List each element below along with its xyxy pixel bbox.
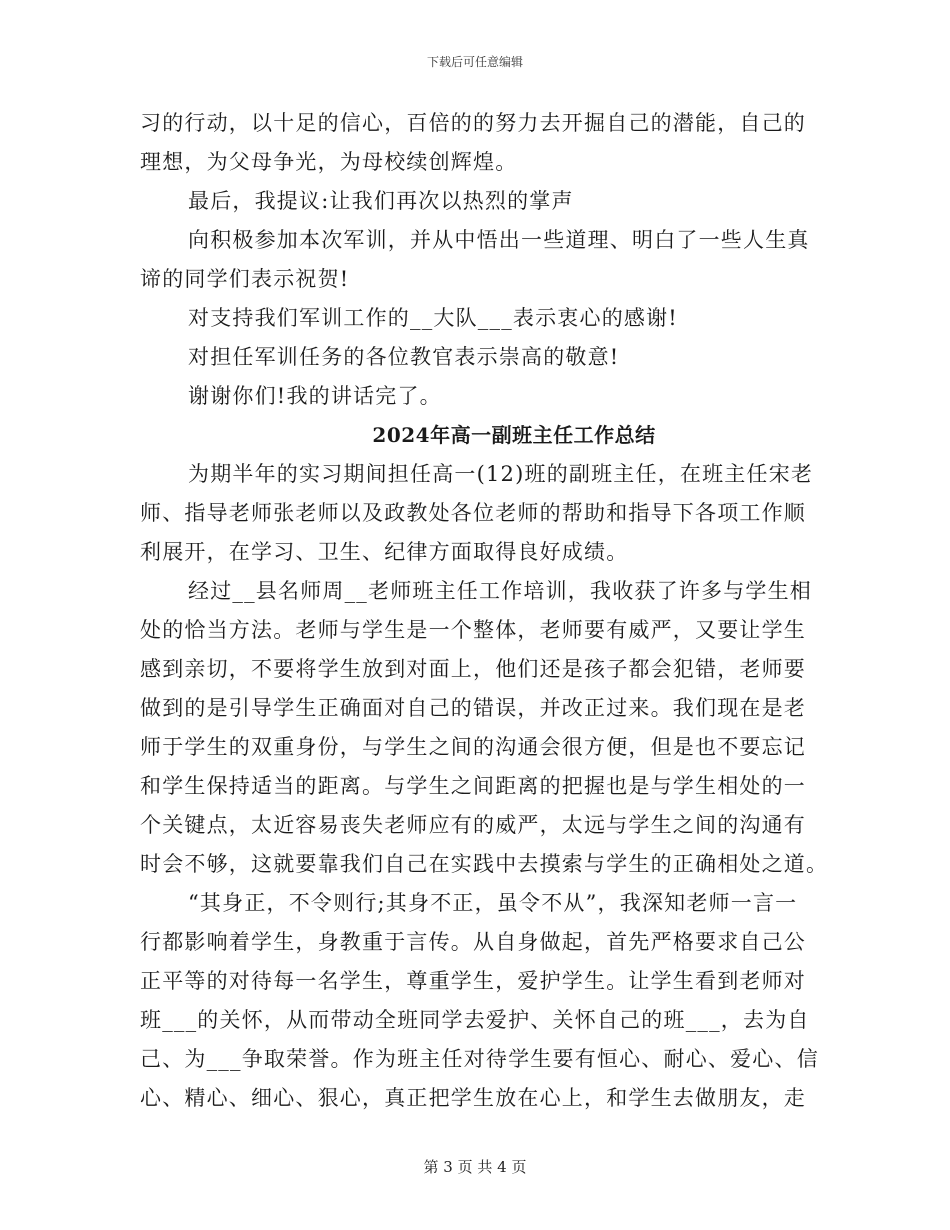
section-title: 2024年高一副班主任工作总结 [372, 423, 656, 447]
paragraph-line: 感到亲切，不要将学生放到对面上，他们还是孩子都会犯错，老师要 [140, 657, 806, 681]
paragraph-line: 为期半年的实习期间担任高一(12)班的副班主任，在班主任宋老 [188, 462, 814, 486]
paragraph-line: 谛的同学们表示祝贺! [140, 267, 350, 291]
paragraph-line: 行都影响着学生，身教重于言传。从自身做起，首先严格要求自己公 [140, 930, 806, 954]
page-footer: 第 3 页 共 4 页 [423, 1158, 527, 1176]
paragraph-line: 和学生保持适当的距离。与学生之间距离的把握也是与学生相处的一 [140, 774, 806, 798]
paragraph-line: 习的行动，以十足的信心，百倍的的努力去开掘自己的潜能，自己的 [140, 111, 806, 135]
paragraph-line: 己、为___争取荣誉。作为班主任对待学生要有恒心、耐心、爱心、信 [140, 1047, 819, 1071]
page-header-note: 下载后可任意编辑 [426, 55, 523, 69]
document-body [140, 104, 829, 1118]
paragraph-line: 经过__县名师周__老师班主任工作培训，我收获了许多与学生相 [188, 579, 812, 603]
paragraph-line: 向积极参加本次军训，并从中悟出一些道理、明白了一些人生真 [188, 228, 810, 252]
paragraph-line: 处的恰当方法。老师与学生是一个整体，老师要有威严，又要让学生 [140, 618, 806, 642]
paragraph-line: 对支持我们军训工作的__大队___表示衷心的感谢! [188, 306, 678, 330]
paragraph-line: 师于学生的双重身份，与学生之间的沟通会很方便，但是也不要忘记 [140, 735, 806, 759]
paragraph-line: 对担任军训任务的各位教官表示崇高的敬意! [188, 345, 620, 369]
paragraph-line: 心、精心、细心、狠心，真正把学生放在心上，和学生去做朋友，走 [140, 1086, 806, 1110]
paragraph-line: 班___的关怀，从而带动全班同学去爱护、关怀自己的班___，去为自 [140, 1008, 810, 1032]
paragraph-line: 时会不够，这就要靠我们自己在实践中去摸索与学生的正确相处之道。 [140, 852, 829, 876]
paragraph-line: 个关键点，太近容易丧失老师应有的威严，太远与学生之间的沟通有 [140, 813, 806, 837]
paragraph-line: 师、指导老师张老师以及政教处各位老师的帮助和指导下各项工作顺 [140, 501, 806, 525]
paragraph-line: 理想，为父母争光，为母校续创辉煌。 [140, 150, 518, 174]
paragraph-line: 最后，我提议:让我们再次以热烈的掌声 [188, 189, 574, 213]
paragraph-line: “其身正，不令则行;其身不正，虽令不从”，我深知老师一言一 [188, 891, 798, 915]
paragraph-line: 正平等的对待每一名学生，尊重学生，爱护学生。让学生看到老师对 [140, 969, 806, 993]
paragraph-line: 谢谢你们!我的讲话完了。 [188, 384, 442, 408]
paragraph-line: 利展开，在学习、卫生、纪律方面取得良好成绩。 [140, 540, 629, 564]
paragraph-line: 做到的是引导学生正确面对自己的错误，并改正过来。我们现在是老 [140, 696, 806, 720]
